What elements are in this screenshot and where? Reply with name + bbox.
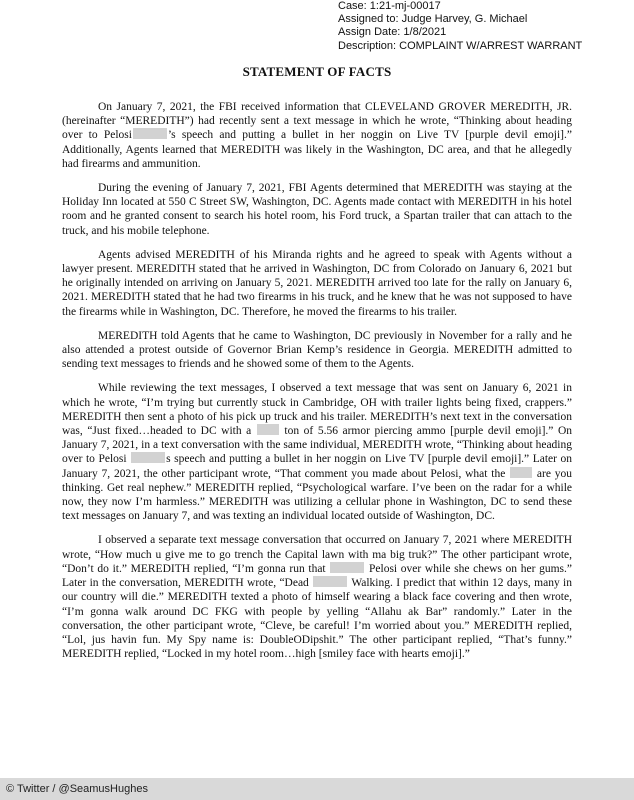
p5-text-c: s speech and putting a bullet in her noggin on Live TV [purple devil emoji].” Later on January 7, 2021, the other participant wrote, “That comment you made about Pelosi, what the: [62, 453, 572, 480]
redaction-block: [313, 576, 347, 587]
image-credit: © Twitter / @SeamusHughes: [0, 778, 634, 800]
paragraph-5: [62, 381, 572, 523]
document-body: [62, 100, 572, 671]
redaction-block: [330, 562, 364, 573]
document-title: STATEMENT OF FACTS: [242, 64, 392, 79]
redaction-block: [510, 467, 532, 478]
case-description: Description: COMPLAINT W/ARREST WARRANT: [338, 39, 583, 52]
redaction-block: [131, 452, 165, 463]
p6-text-b: Pelosi over while she chews on her gums.” Later in the conversation, MEREDITH wrote, “Dead: [62, 562, 572, 590]
p1-text-b: ’s speech and putting a bullet in her noggin on Live TV [purple devil emoji].” Additionally, Agents learned that MEREDITH was likely in the Washington, DC area, and that he allegedly had firearms and ammunition.: [62, 129, 572, 170]
assigned-judge: Assigned to: Judge Harvey, G. Michael: [338, 13, 528, 26]
paragraph-2: During the evening of January 7, 2021, FBI Agents determined that MEREDITH was staying at the Holiday Inn located at 550 C Street SW, Washington, DC. Agents made contact with MEREDITH in his hotel room and he granted consent to search his hotel room, his Ford truck, a Spartan trailer that can attach to the truck, and his mobile telephone.: [62, 182, 572, 237]
p6-text-c: Walking. I predict that within 12 days, many in our country will die.” MEREDITH texted a photo of himself wearing a black face covering and then wrote, “I’m gonna walk around DC FKG with people by yelling “Allahu ak Bar” randomly.” Later in the conversation, the other participant wrote, “Cleve, be careful! I’m worried about you.” MEREDITH replied, “Lol, jus havin fun. My Spy name is: DoubleODipshit.” The other participant replied, “That’s funny.” MEREDITH replied, “Locked in my hotel room…high [smiley face with hearts emoji].”: [62, 577, 572, 661]
paragraph-1: [62, 100, 572, 171]
redaction-block: [257, 424, 279, 435]
paragraph-6: [62, 533, 572, 661]
p1-text-a: On January 7, 2021, the FBI received information that CLEVELAND GROVER MEREDITH, JR. (hereinafter “MEREDITH”) had recently sent a text message in which he wrote, “Thinking about heading over to Pelosi: [62, 101, 572, 142]
p6-text-a: I observed a separate text message conversation that occurred on January 7, 2021 where MEREDITH wrote, “How much u give me to go trench the Capital lawn with ma big truk?” The other participant wrote, “Don’t do it.” MEREDITH replied, “I’m gonna run that: [62, 534, 572, 575]
redaction-block: [133, 128, 167, 139]
paragraph-4: MEREDITH told Agents that he came to Washington, DC previously in November for a rally and he also attended a protest outside of Governor Brian Kemp’s residence in Georgia. MEREDITH admitted to sending text messages to friends and he showed some of them to the Agents.: [62, 329, 572, 371]
case-header: [338, 0, 630, 53]
p5-text-a: While reviewing the text messages, I observed a text message that was sent on January 6, 2021 in which he wrote, “I’m trying but currently stuck in Cambridge, OH with trailer lights being fixed, crappers.” MEREDITH then sent a photo of his pick up truck and his trailer. MEREDITH’s next text in the conversation was, “Just fixed…headed to DC with a: [62, 382, 572, 438]
p5-text-d: are you thinking. Get real nephew.” MEREDITH replied, “Psychological warfare. I’ve been on the radar for a while now, they now I’m harmless.” MEREDITH was utilizing a cellular phone in Washington, DC to send these text messages on January 7, and was texting an individual located outside of Washington, DC.: [62, 467, 573, 523]
p5-text-b: ton of 5.56 armor piercing ammo [purple devil emoji].” On January 7, 2021, in a text conversation with the same individual, MEREDITH wrote, “Thinking about heading over to Pelosi: [62, 425, 573, 466]
case-number: Case: 1:21-mj-00017: [338, 0, 441, 12]
assign-date: Assign Date: 1/8/2021: [338, 26, 447, 39]
paragraph-3: Agents advised MEREDITH of his Miranda rights and he agreed to speak with Agents without a lawyer present. MEREDITH stated that he arrived in Washington, DC from Colorado on January 6, 2021 but he originally intended on arriving on January 5, 2021. MEREDITH arrived too late for the rally on January 6, 2021. MEREDITH stated that he had two firearms in his truck, and he knew that he was not supposed to have the firearms while in Washington, DC. Therefore, he moved the firearms to his trailer.: [62, 248, 572, 318]
